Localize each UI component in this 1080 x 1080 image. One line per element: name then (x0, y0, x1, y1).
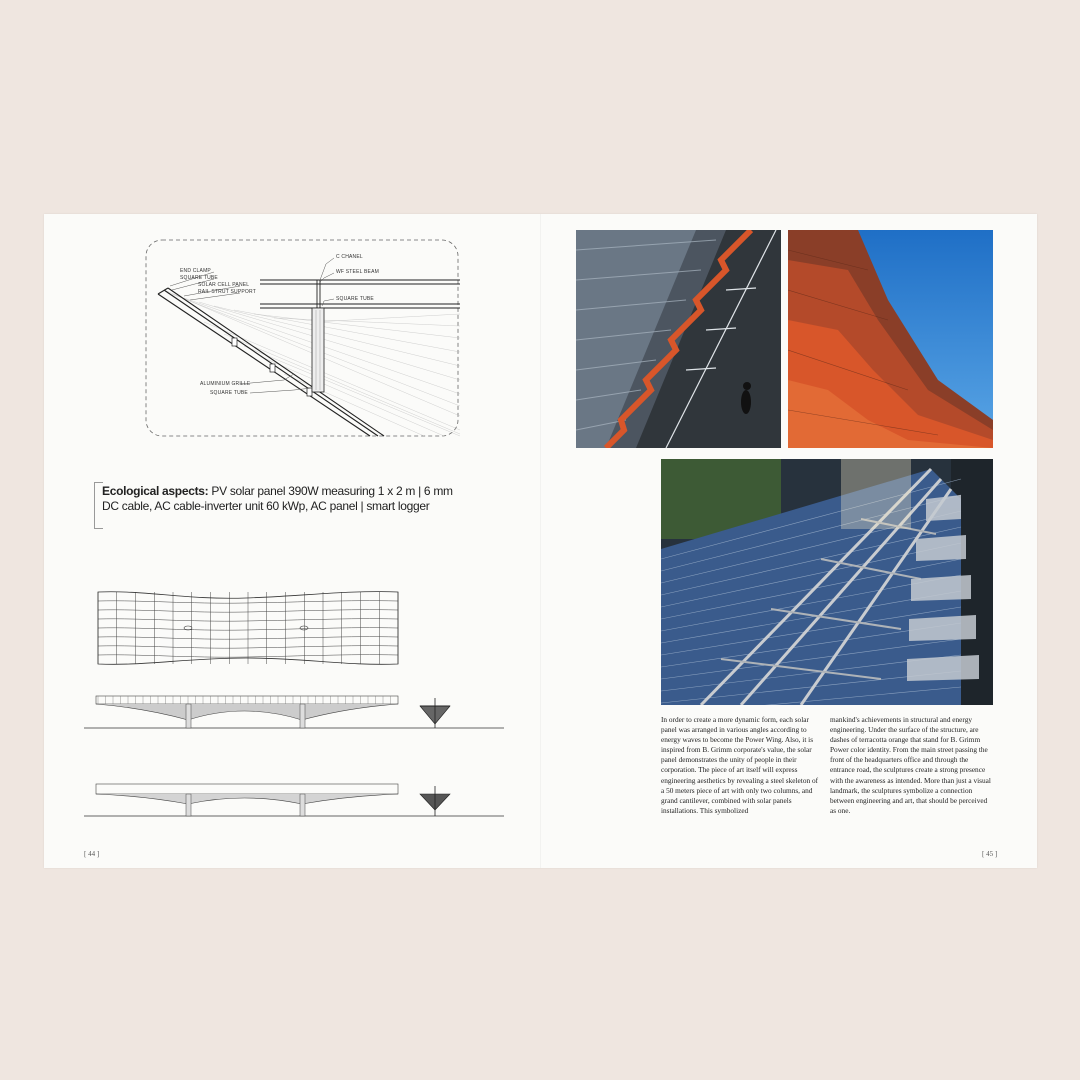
body-text-column-1: In order to create a more dynamic form, each solar panel was arranged in various angles according to energy waves to become the Power Wing. Also, it is inspired from B. Grimm corporate's value, the solar panel demonstrates the unity of people in their corporation. The piece of art itself will express engineering aesthetics by revealing a steel skeleton of a 50 meters piece of art with only two columns, and grand cantilever, combined with solar panels installations. This symbolized (661, 715, 819, 815)
ecological-text: PV solar panel 390W measuring 1 x 2 m | 6 mm DC cable, AC cable-inverter unit 60 kWp, AC panel | smart logger (102, 484, 453, 513)
page-fold (540, 214, 541, 868)
side-elevation-1 (84, 690, 504, 734)
photo-solar-wing-structure (661, 459, 993, 705)
label-wf-steel-beam: WF STEEL BEAM (336, 269, 379, 275)
label-rail-strut-support: RAIL STRUT SUPPORT (198, 289, 256, 295)
body-text-column-2: mankind's achievements in structural and energy engineering. Under the surface of the structure, are dashes of terracotta orange that stand for B. Grimm Power color identity. From the main street passing the front of the headquarters office and through the entrance road, the sculptures create a strong presence with the awareness as intended. More than just a visual landmark, the sculptures symbolize a connection between engineering and art, that should be perceived as one. (830, 715, 991, 815)
label-square-tube-right: SQUARE TUBE (336, 296, 374, 302)
aerial-photo-walkway (576, 230, 781, 448)
label-square-tube-top: SQUARE TUBE (180, 275, 218, 281)
label-aluminium-grille: ALUMINIUM GRILLE (200, 381, 251, 387)
plan-drawing (96, 588, 400, 668)
folio-left: [ 44 ] (84, 850, 100, 858)
side-elevation-2 (84, 780, 504, 824)
ecological-aspects (102, 484, 467, 514)
photo-terracotta-underside-sky (788, 230, 993, 448)
label-c-chanel: C CHANEL (336, 254, 363, 260)
label-square-tube-bottom: SQUARE TUBE (210, 390, 248, 396)
label-solar-cell-panel: SOLAR CELL PANEL (198, 282, 250, 288)
folio-right: [ 45 ] (982, 850, 998, 858)
ecological-heading: Ecological aspects: (102, 484, 209, 498)
book-spread (44, 214, 1037, 868)
label-end-clamp: END CLAMP (180, 268, 211, 274)
